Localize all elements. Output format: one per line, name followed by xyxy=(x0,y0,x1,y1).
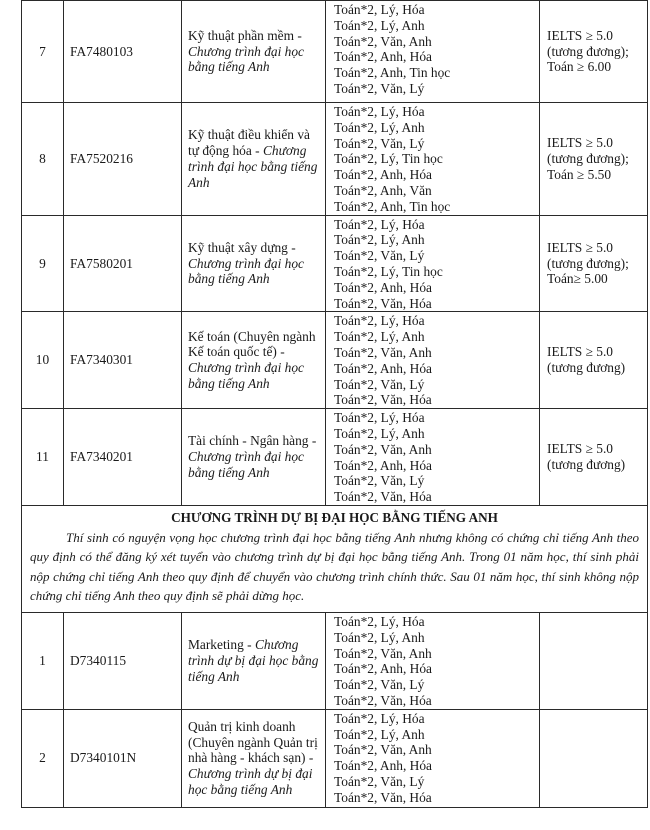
major-name: Kỹ thuật phần mềm - xyxy=(188,27,302,43)
subject-combination: Toán*2, Văn, Hóa xyxy=(334,392,432,408)
admission-table xyxy=(21,0,648,808)
subject-combination: Toán*2, Anh, Hóa xyxy=(334,457,432,473)
major-code: D7340101N xyxy=(64,709,182,807)
major-code: FA7520216 xyxy=(64,103,182,216)
subject-combination: Toán*2, Lý, Tin học xyxy=(334,263,443,279)
subject-combination: Toán*2, Văn, Anh xyxy=(334,742,432,758)
major-program: Chương trình đại học bằng tiếng Anh xyxy=(188,449,304,480)
requirement-line: (tương đương); xyxy=(547,255,629,271)
admission-requirement xyxy=(540,612,648,709)
subject-combination: Toán*2, Lý, Anh xyxy=(334,629,425,645)
section-note: Thí sinh có nguyện vọng học chương trình đại học bằng tiếng Anh nhưng không có chứng chỉ tiếng Anh theo quy định có thể đăng ký xét tuyển vào chương trình dự bị đại học bằng tiếng Anh. Trong 01 năm học, thí sinh phải nộp chứng chỉ tiếng Anh theo quy định để chuyển vào chương trình chính thức. Sau 01 năm học, thí sinh không nộp chứng chỉ tiếng Anh theo quy định sẽ phải dừng học. xyxy=(30,529,639,604)
subject-combination: Toán*2, Anh, Tin học xyxy=(334,65,451,81)
admission-requirement xyxy=(540,1,648,103)
subject-combination: Toán*2, Văn, Anh xyxy=(334,441,432,457)
table-body-bottom xyxy=(22,612,648,807)
subject-combination: Toán*2, Anh, Hóa xyxy=(334,167,432,183)
major-name: Tài chính - Ngân hàng - xyxy=(188,433,317,449)
section-body xyxy=(22,505,648,612)
row-number: 7 xyxy=(22,1,64,103)
major-code: FA7340301 xyxy=(64,312,182,409)
major-code: D7340115 xyxy=(64,612,182,709)
subject-combination: Toán*2, Lý, Anh xyxy=(334,726,425,742)
section-row xyxy=(22,505,648,612)
subject-combination: Toán*2, Văn, Anh xyxy=(334,33,432,49)
requirement-line: IELTS ≥ 5.0 xyxy=(547,135,613,151)
requirement-line: IELTS ≥ 5.0 xyxy=(547,344,613,360)
major-name: Marketing - xyxy=(188,637,252,653)
subject-combination: Toán*2, Anh, Hóa xyxy=(334,758,432,774)
row-number: 11 xyxy=(22,409,64,506)
subject-combination: Toán*2, Văn, Lý xyxy=(334,80,425,96)
requirement-line: (tương đương) xyxy=(547,360,626,376)
subject-combination: Toán*2, Lý, Anh xyxy=(334,232,425,248)
major-code: FA7480103 xyxy=(64,1,182,103)
requirement-line: (tương đương) xyxy=(547,457,626,473)
major-program: Chương trình dự bị đại học bằng tiếng Anh xyxy=(188,766,313,797)
requirement-line: Toán ≥ 5.50 xyxy=(547,166,612,182)
row-number: 1 xyxy=(22,612,64,709)
major-code: FA7580201 xyxy=(64,215,182,312)
subject-combinations xyxy=(326,612,540,709)
major-program: Chương trình dự bị đại học bằng tiếng Anh xyxy=(188,637,319,684)
subject-combination: Toán*2, Lý, Anh xyxy=(334,17,425,33)
subject-combination: Toán*2, Văn, Hóa xyxy=(334,489,432,505)
subject-combination: Toán*2, Lý, Hóa xyxy=(334,2,425,17)
table-row xyxy=(22,312,648,409)
subject-combination: Toán*2, Văn, Lý xyxy=(334,773,425,789)
admission-requirement xyxy=(540,215,648,312)
section-title: CHƯƠNG TRÌNH DỰ BỊ ĐẠI HỌC BẰNG TIẾNG ANH xyxy=(171,509,498,525)
subject-combinations xyxy=(326,1,540,103)
table-body-top xyxy=(22,1,648,506)
major-cell xyxy=(182,709,326,807)
subject-combinations xyxy=(326,103,540,216)
subject-combination: Toán*2, Văn, Hóa xyxy=(334,789,432,805)
major-cell xyxy=(182,215,326,312)
subject-combination: Toán*2, Văn, Anh xyxy=(334,344,432,360)
subject-combination: Toán*2, Văn, Lý xyxy=(334,248,425,264)
subject-combination: Toán*2, Lý, Hóa xyxy=(334,410,425,426)
subject-combination: Toán*2, Anh, Văn xyxy=(334,182,432,198)
subject-combination: Toán*2, Văn, Hóa xyxy=(334,692,432,708)
major-cell xyxy=(182,1,326,103)
row-number: 10 xyxy=(22,312,64,409)
table-row xyxy=(22,1,648,103)
subject-combination: Toán*2, Lý, Hóa xyxy=(334,613,425,629)
subject-combination: Toán*2, Văn, Lý xyxy=(334,473,425,489)
subject-combination: Toán*2, Lý, Anh xyxy=(334,425,425,441)
row-number: 8 xyxy=(22,103,64,216)
subject-combinations xyxy=(326,312,540,409)
section-cell xyxy=(22,505,648,612)
admission-requirement xyxy=(540,103,648,216)
requirement-line: (tương đương); xyxy=(547,150,629,166)
table-row xyxy=(22,103,648,216)
major-program: Chương trình đại học bằng tiếng Anh xyxy=(188,142,318,190)
admission-requirement xyxy=(540,312,648,409)
table-row xyxy=(22,215,648,312)
table-row xyxy=(22,709,648,807)
subject-combination: Toán*2, Văn, Lý xyxy=(334,677,425,693)
subject-combinations xyxy=(326,215,540,312)
requirement-line: IELTS ≥ 5.0 xyxy=(547,239,613,255)
subject-combination: Toán*2, Anh, Hóa xyxy=(334,661,432,677)
table-row xyxy=(22,612,648,709)
major-program: Chương trình đại học bằng tiếng Anh xyxy=(188,255,304,287)
major-cell xyxy=(182,312,326,409)
major-name: Quản trị kinh doanh (Chuyên ngành Quản trị nhà hàng - khách sạn) - xyxy=(188,718,318,766)
requirement-line: IELTS ≥ 5.0 xyxy=(547,27,613,43)
requirement-line: Toán ≥ 6.00 xyxy=(547,59,612,75)
subject-combination: Toán*2, Lý, Hóa xyxy=(334,313,425,329)
admission-table-page xyxy=(21,0,647,808)
major-cell xyxy=(182,612,326,709)
subject-combination: Toán*2, Anh, Hóa xyxy=(334,360,432,376)
subject-combination: Toán*2, Văn, Lý xyxy=(334,376,425,392)
subject-combination: Toán*2, Văn, Lý xyxy=(334,135,425,151)
subject-combination: Toán*2, Anh, Hóa xyxy=(334,49,432,65)
major-name: Kỹ thuật điều khiển và tự động hóa - xyxy=(188,127,310,158)
subject-combination: Toán*2, Lý, Anh xyxy=(334,329,425,345)
major-name: Kế toán (Chuyên ngành Kế toán quốc tế) - xyxy=(188,328,316,360)
requirement-line: IELTS ≥ 5.0 xyxy=(547,441,613,457)
subject-combinations xyxy=(326,409,540,506)
subject-combination: Toán*2, Văn, Hóa xyxy=(334,295,432,311)
subject-combination: Toán*2, Lý, Hóa xyxy=(334,104,425,119)
subject-combination: Toán*2, Lý, Hóa xyxy=(334,710,425,726)
admission-requirement xyxy=(540,709,648,807)
row-number: 9 xyxy=(22,215,64,312)
major-program: Chương trình đại học bằng tiếng Anh xyxy=(188,43,304,75)
row-number: 2 xyxy=(22,709,64,807)
subject-combination: Toán*2, Lý, Anh xyxy=(334,119,425,135)
major-cell xyxy=(182,103,326,216)
admission-requirement xyxy=(540,409,648,506)
requirement-line: Toán≥ 5.00 xyxy=(547,271,608,287)
major-program: Chương trình đại học bằng tiếng Anh xyxy=(188,360,304,392)
subject-combination: Toán*2, Anh, Hóa xyxy=(334,279,432,295)
major-code: FA7340201 xyxy=(64,409,182,506)
requirement-line: (tương đương); xyxy=(547,43,629,59)
subject-combination: Toán*2, Văn, Anh xyxy=(334,645,432,661)
subject-combinations xyxy=(326,709,540,807)
major-cell xyxy=(182,409,326,506)
subject-combination: Toán*2, Lý, Tin học xyxy=(334,151,443,167)
subject-combination: Toán*2, Anh, Tin học xyxy=(334,198,451,214)
table-row xyxy=(22,409,648,506)
subject-combination: Toán*2, Lý, Hóa xyxy=(334,216,425,232)
major-name: Kỹ thuật xây dựng - xyxy=(188,239,296,255)
